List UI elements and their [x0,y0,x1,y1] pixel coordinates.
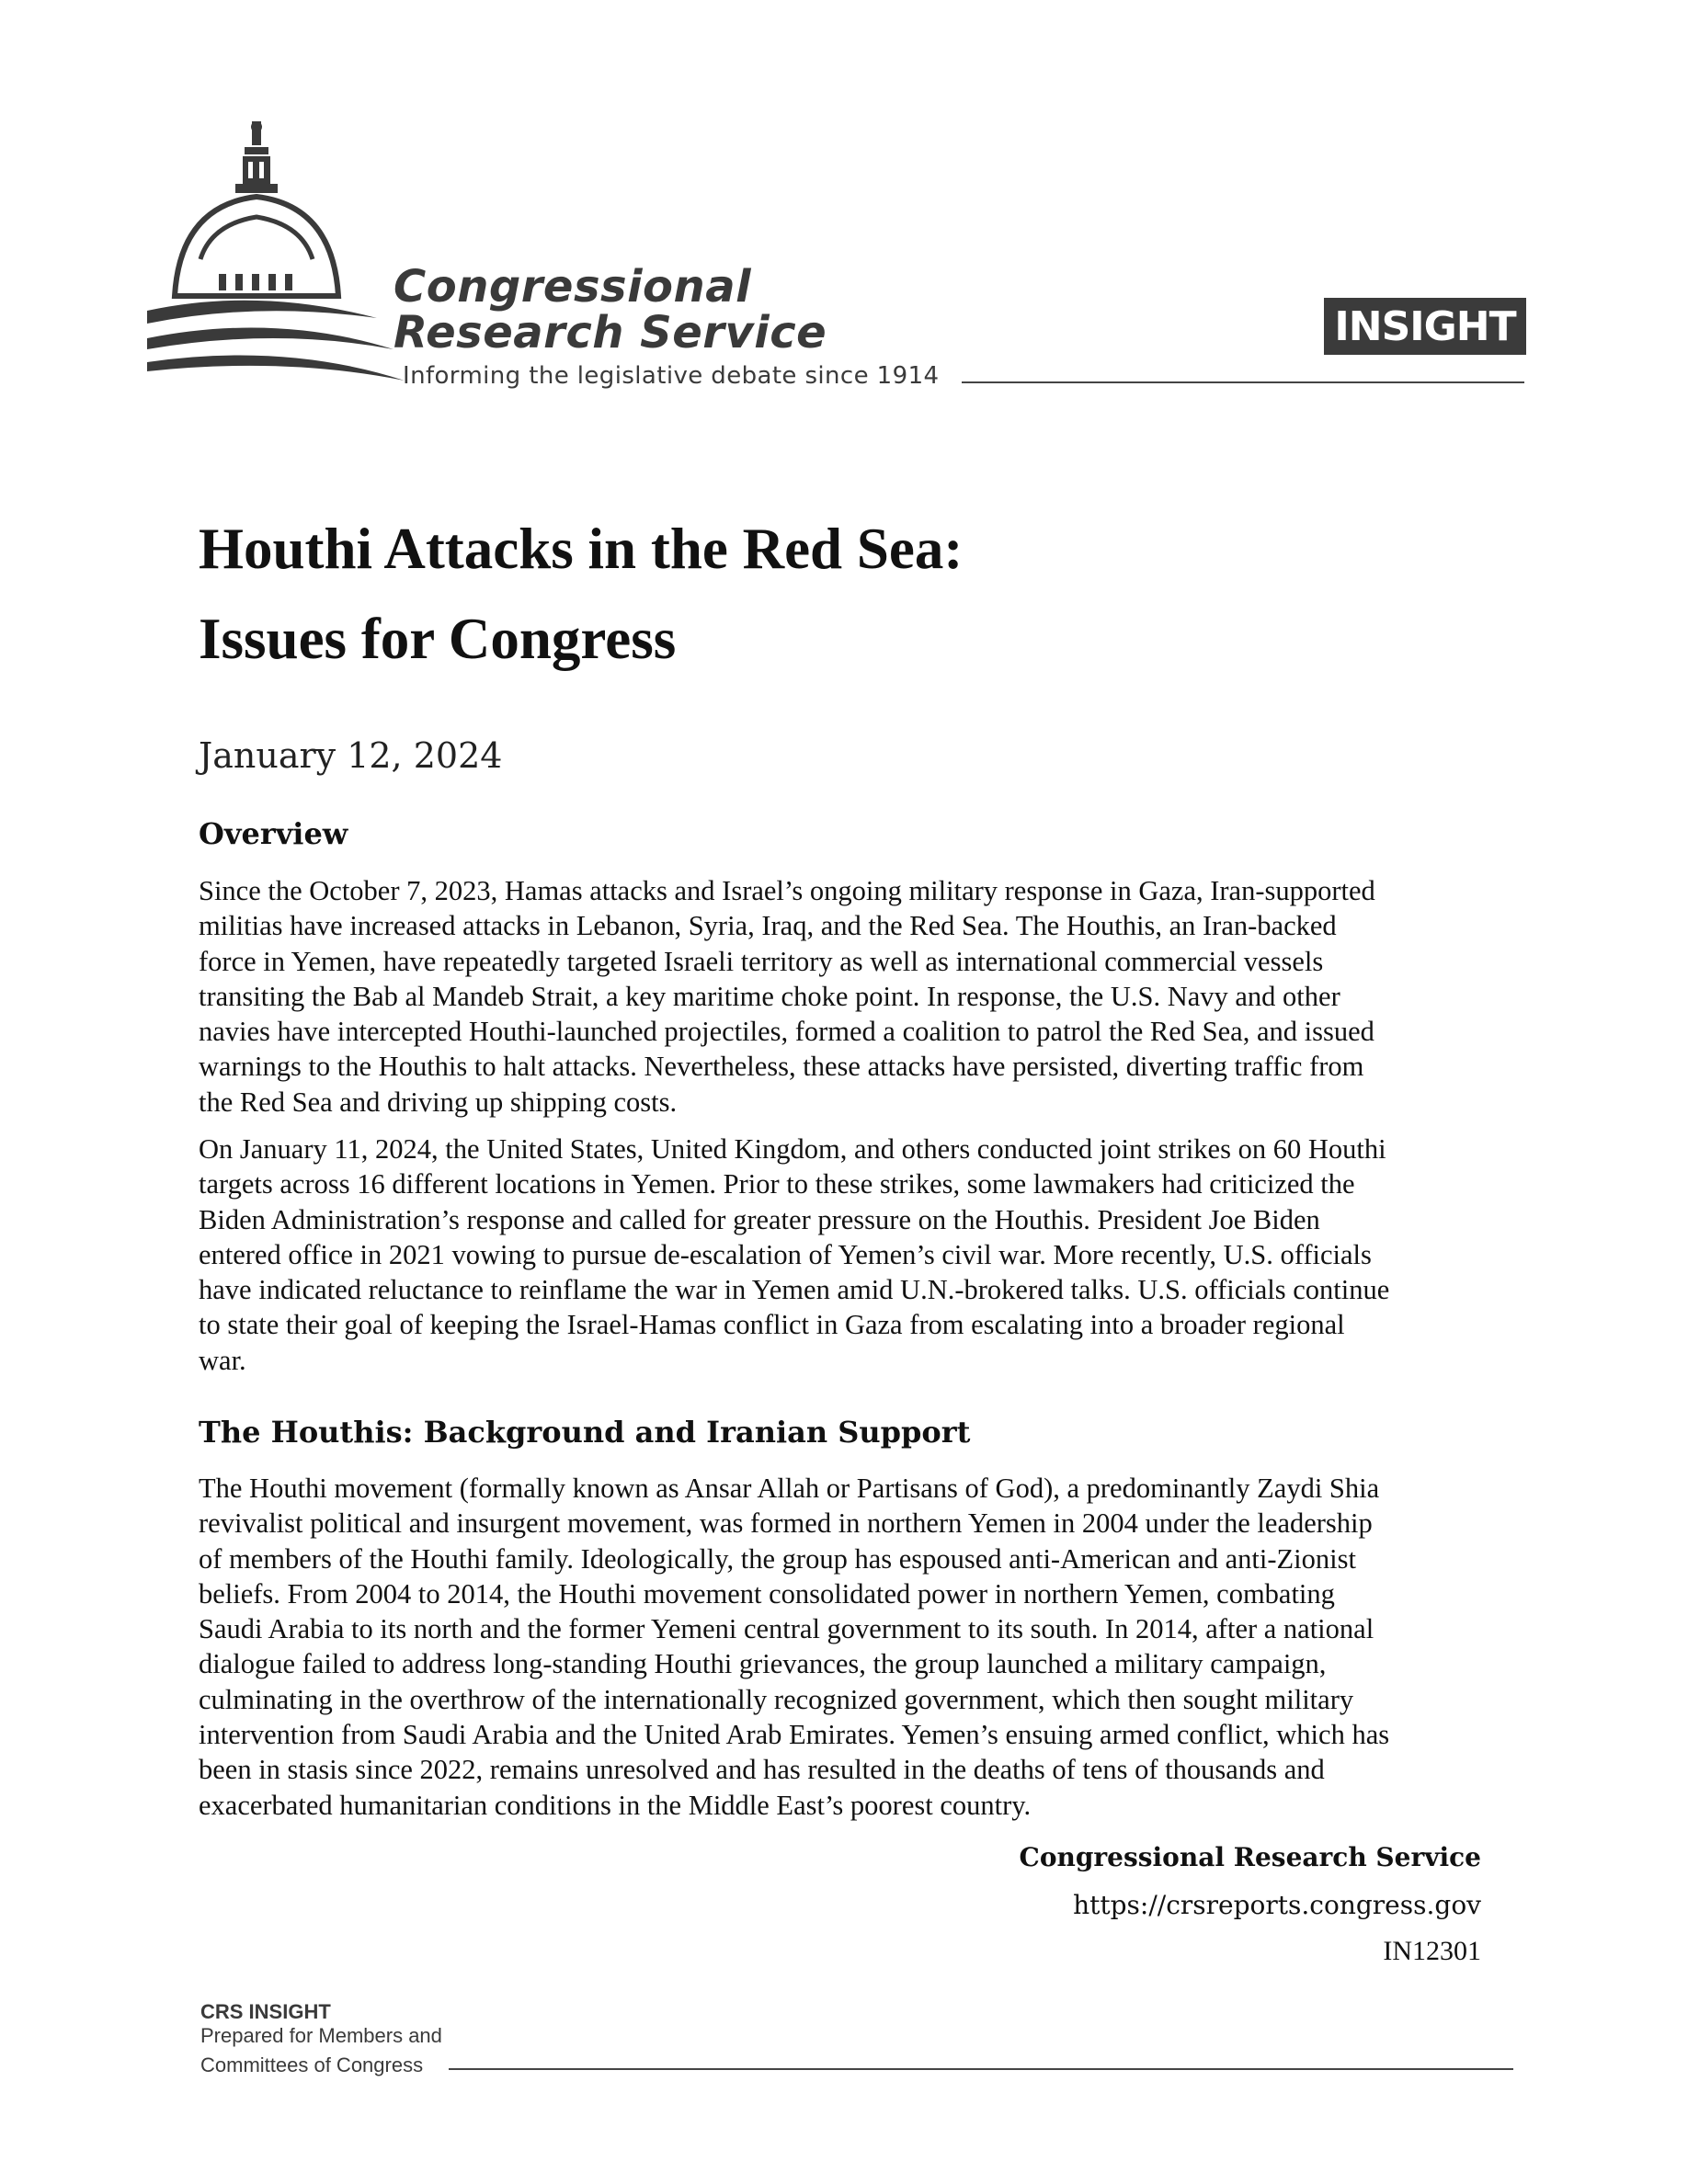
section-heading-overview: Overview [199,816,348,851]
publication-date: January 12, 2024 [199,735,503,776]
text-line: to state their goal of keeping the Israel-Hamas conflict in Gaza from escalating into a broader regional [199,1309,1345,1341]
text-line: force in Yemen, have repeatedly targeted Israeli territory as well as international commercial vessels [199,945,1324,977]
text-line: warnings to the Houthis to halt attacks. Nevertheless, these attacks have persisted, diverting traffic from [199,1051,1364,1083]
text-line: beliefs. From 2004 to 2014, the Houthi movement consolidated power in northern Yemen, combating [199,1577,1335,1610]
text-line: navies have intercepted Houthi-launched projectiles, formed a coalition to patrol the Red Sea, and issued [199,1016,1374,1048]
capitol-dome-logo-icon [147,121,405,393]
text-line: transiting the Bab al Mandeb Strait, a key maritime choke point. In response, the U.S. Navy and other [199,980,1340,1012]
text-line: of members of the Houthi family. Ideologically, the group has espoused anti-American and anti-Zionist [199,1542,1356,1575]
text-line: revivalist political and insurgent movement, was formed in northern Yemen in 2004 under the leadership [199,1507,1373,1540]
header-divider [962,381,1524,383]
crs-insight-label: CRS INSIGHT [200,2000,331,2023]
text-line: have indicated reluctance to reinflame the war in Yemen amid U.N.-brokered talks. U.S. officials continue [199,1274,1390,1306]
prepared-for-line-1: Prepared for Members and [200,2024,442,2047]
footer-url-link[interactable]: https://crsreports.congress.gov [1073,1890,1481,1920]
text-line: The Houthi movement (formally known as Ansar Allah or Partisans of God), a predominantly Zaydi Shia [199,1473,1380,1504]
text-line: On January 11, 2024, the United States, United Kingdom, and others conducted joint strikes on 60 Houthi [199,1133,1386,1165]
footer-org-name: Congressional Research Service [1019,1842,1481,1872]
text-line: targets across 16 different locations in Yemen. Prior to these strikes, some lawmakers had criticized the [199,1168,1355,1200]
overview-paragraph-1 [199,873,1486,1120]
text-line: Since the October 7, 2023, Hamas attacks and Israel’s ongoing military response in Gaza, Iran-supported [199,875,1375,906]
text-line: Biden Administration’s response and called for greater pressure on the Houthis. President Joe Biden [199,1203,1320,1235]
houthis-background-paragraph [199,1471,1486,1823]
logo-tagline: Informing the legislative debate since 1914 [403,362,940,390]
title-line-1: Houthi Attacks in the Red Sea: [199,517,964,581]
text-line: the Red Sea and driving up shipping costs. [199,1086,678,1118]
text-line: militias have increased attacks in Lebanon, Syria, Iraq, and the Red Sea. The Houthis, an Iran-backed [199,910,1337,942]
text-line: intervention from Saudi Arabia and the United Arab Emirates. Yemen’s ensuing armed conflict, which has [199,1719,1390,1751]
text-line: war. [199,1344,246,1376]
report-id: IN12301 [1383,1936,1481,1966]
overview-paragraph-2 [199,1132,1486,1378]
document-title [199,504,1486,684]
prepared-for-line-2: Committees of Congress [200,2053,424,2076]
insight-badge: INSIGHT [1324,298,1526,355]
logo-org-name-line1: Congressional [393,261,752,313]
text-line: exacerbated humanitarian conditions in the Middle East’s poorest country. [199,1789,1032,1821]
logo-org-name-line2: Research Service [393,307,827,358]
footer-divider [449,2068,1513,2070]
text-line: been in stasis since 2022, remains unresolved and has resulted in the deaths of tens of thousands and [199,1754,1325,1786]
text-line: culminating in the overthrow of the internationally recognized government, which then sought military [199,1683,1354,1715]
text-line: Saudi Arabia to its north and the former Yemeni central government to its south. In 2014, after a national [199,1613,1374,1645]
section-heading-houthis-background: The Houthis: Background and Iranian Support [199,1415,971,1450]
text-line: dialogue failed to address long-standing Houthi grievances, the group launched a military campaign, [199,1648,1327,1680]
text-line: entered office in 2021 vowing to pursue de-escalation of Yemen’s civil war. More recently, U.S. officials [199,1238,1372,1270]
title-line-2: Issues for Congress [199,607,677,671]
